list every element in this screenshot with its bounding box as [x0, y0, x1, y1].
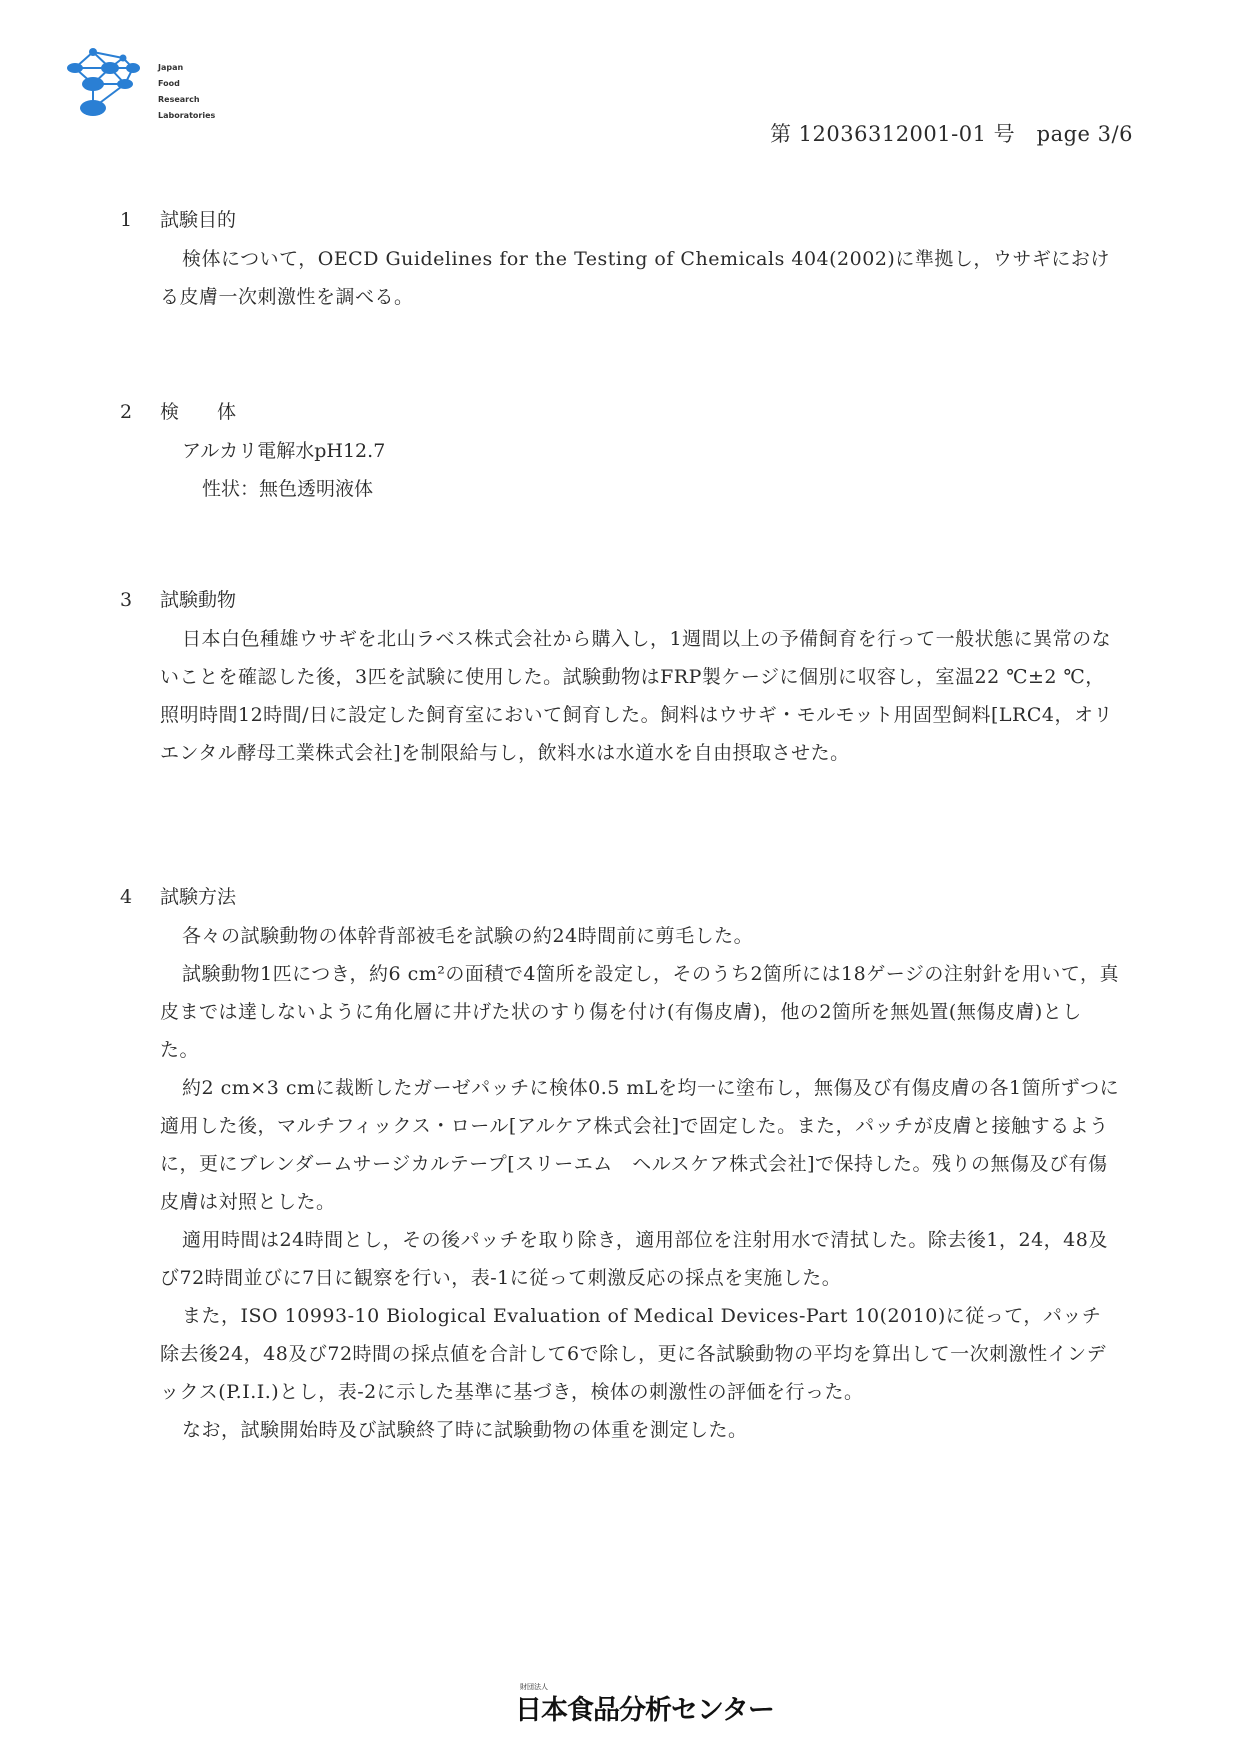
section-test-animals [120, 580, 1120, 772]
document-number: 第 12036312001-01 号 page 3/6 [770, 122, 1133, 146]
logo-line: Research [158, 95, 200, 104]
paragraph: なお，試験開始時及び試験終了時に試験動物の体重を測定した。 [182, 1419, 748, 1441]
logo-line: Laboratories [158, 111, 216, 120]
section-title: 試験目的 [160, 209, 237, 231]
footer-org-type: 財団法人 [520, 1683, 548, 1691]
section-title: 試験方法 [160, 886, 237, 908]
section-heading [120, 392, 1120, 432]
section-test-purpose [120, 200, 1120, 316]
section-number: 4 [120, 886, 133, 908]
section-title: 試験動物 [160, 589, 237, 611]
section-title: 検 体 [160, 401, 237, 423]
footer-org-name: 日本食品分析センター [515, 1695, 774, 1726]
section-number: 2 [120, 401, 133, 423]
section-test-method [120, 877, 1120, 1449]
specimen-name: アルカリ電解水pH12.7 [182, 440, 386, 462]
section-number: 3 [120, 589, 133, 611]
paragraph: 試験動物1匹につき，約6 cm²の面積で4箇所を設定し，そのうち2箇所には18ゲージの注射針を用いて，真皮までは達しないように角化層に井げた状のすり傷を付け(有傷皮膚)，他の2箇所を無処置(無傷皮膚)とした。 [160, 963, 1119, 1061]
logo-line: Food [158, 79, 180, 88]
logo-line: Japan [158, 63, 184, 72]
section-heading [120, 200, 1120, 240]
specimen-property: 性状：無色透明液体 [202, 478, 374, 500]
paragraph: 日本白色種雄ウサギを北山ラベス株式会社から購入し，1週間以上の予備飼育を行って一般状態に異常のないことを確認した後，3匹を試験に使用した。試験動物はFRP製ケージに個別に収容し，室温22 ℃±2 ℃，照明時間12時間/日に設定した飼育室において飼育した。飼料はウサギ・モルモット用固型飼料[LRC4，オリエンタル酵母工業株式会社]を制限給与し，飲料水は水道水を自由摂取させた。 [160, 628, 1113, 764]
paragraph: 約2 cm×3 cmに裁断したガーゼパッチに検体0.5 mLを均一に塗布し，無傷及び有傷皮膚の各1箇所ずつに適用した後，マルチフィックス・ロール[アルケア株式会社]で固定した。また，パッチが皮膚と接触するように，更にブレンダームサージカルテープ[スリーエム ヘルスケア株式会社]で保持した。残りの無傷及び有傷皮膚は対照とした。 [160, 1077, 1120, 1213]
paragraph: また，ISO 10993-10 Biological Evaluation of Medical Devices-Part 10(2010)に従って，パッチ除去後24，48及び72時間の採点値を合計して6で除し，更に各試験動物の平均を算出して一次刺激性インデックス(P.I.I.)とし，表-2に示した基準に基づき，検体の刺激性の評価を行った。 [160, 1305, 1107, 1403]
paragraph: 適用時間は24時間とし，その後パッチを取り除き，適用部位を注射用水で清拭した。除去後1，24，48及び72時間並びに7日に観察を行い，表-1に従って刺激反応の採点を実施した。 [160, 1229, 1108, 1289]
paragraph: 検体について，OECD Guidelines for the Testing of Chemicals 404(2002)に準拠し，ウサギにおける皮膚一次刺激性を調べる。 [160, 248, 1110, 308]
logo-wordmark [158, 60, 215, 124]
paragraph: 各々の試験動物の体幹背部被毛を試験の約24時間前に剪毛した。 [182, 925, 754, 947]
section-heading [120, 877, 1120, 917]
section-number: 1 [120, 209, 133, 231]
section-heading [120, 580, 1120, 620]
section-specimen [120, 392, 1120, 508]
